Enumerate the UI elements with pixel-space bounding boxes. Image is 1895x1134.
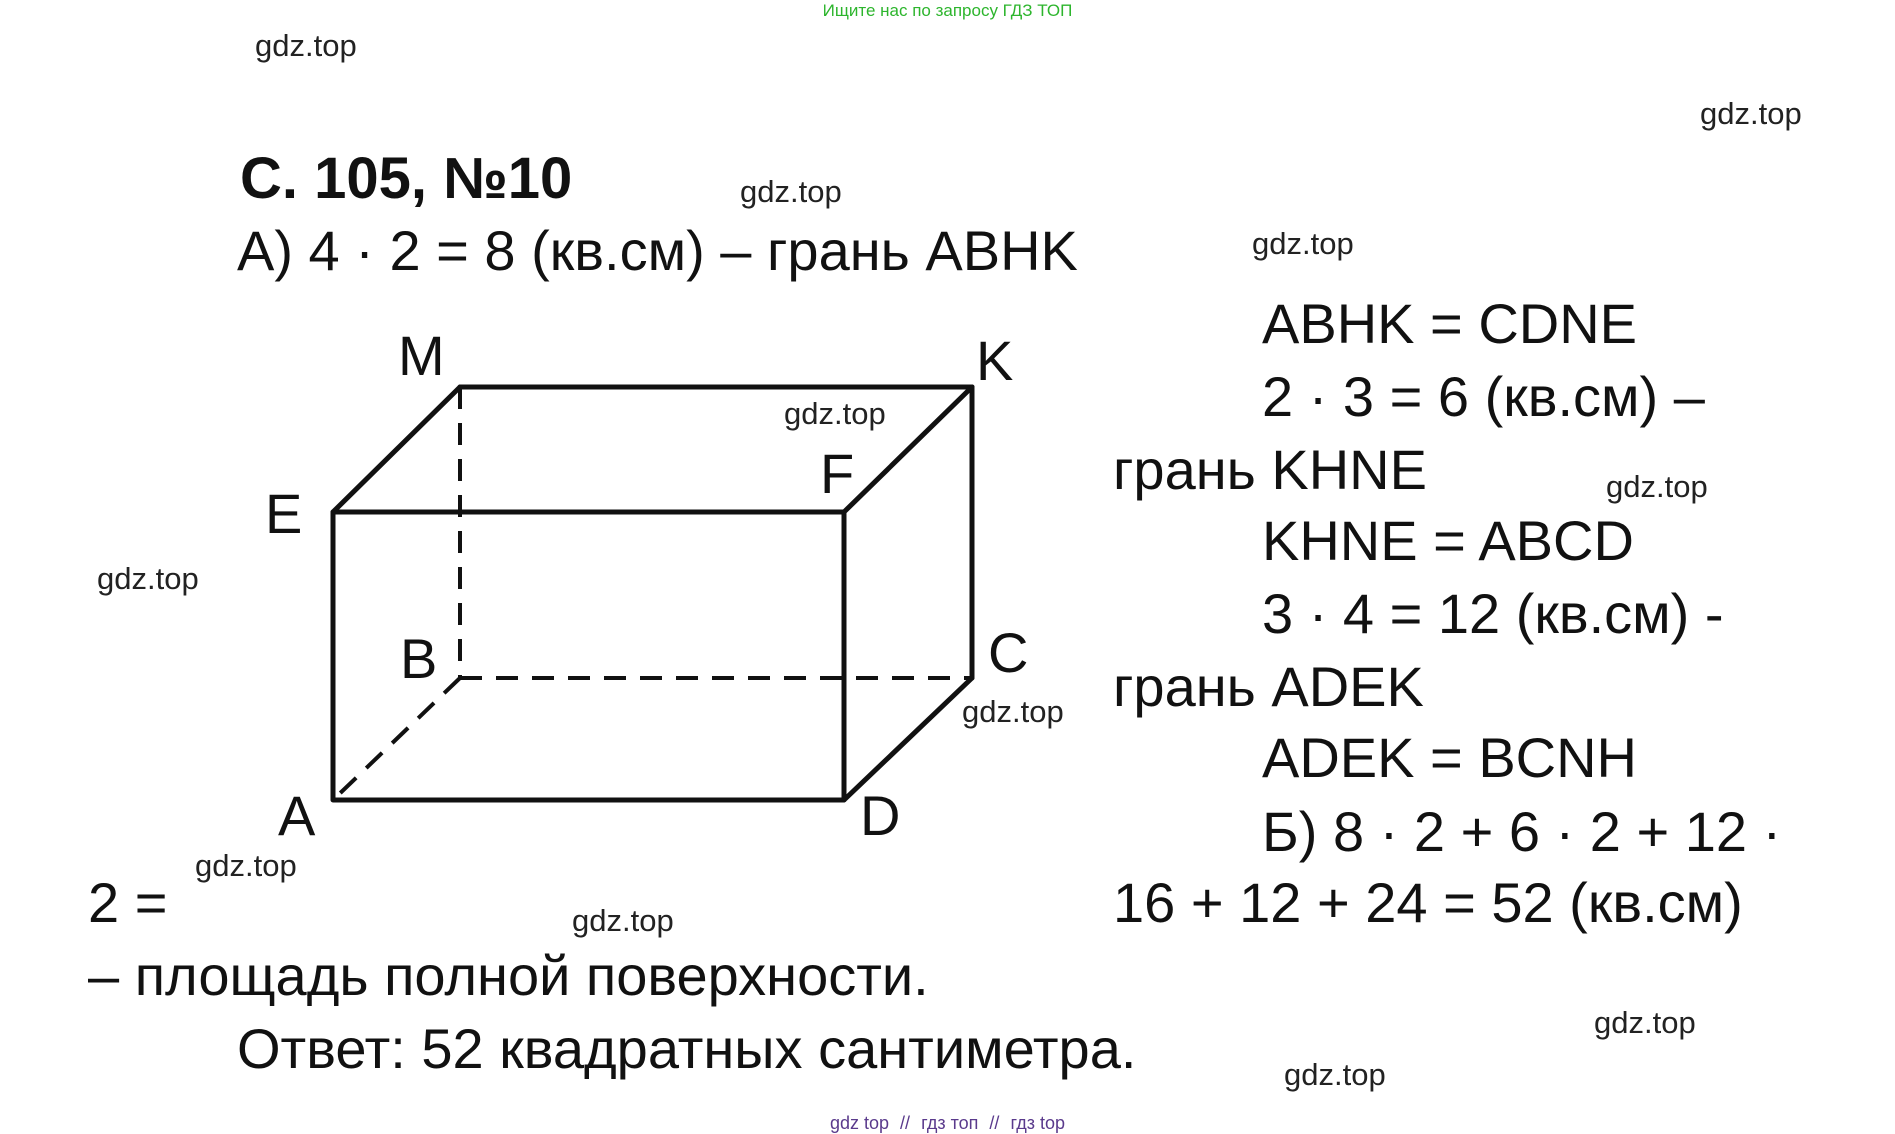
footer-link-gdz-top[interactable]: gdz top <box>829 1113 890 1133</box>
edge-em <box>333 387 460 512</box>
line-eq3: ADEK = BCNH <box>1262 726 1637 789</box>
box-diagram <box>240 300 1080 860</box>
line-face3: грань ADEK <box>1113 655 1424 718</box>
line-calc3: 3 · 4 = 12 (кв.см) - <box>1262 582 1724 645</box>
watermark: gdz.top <box>1284 1057 1386 1092</box>
line-b: Б) 8 · 2 + 6 · 2 + 12 · <box>1262 800 1782 863</box>
hidden-edge-ba <box>333 678 460 800</box>
line-eq2: KHNE = ABCD <box>1262 509 1634 572</box>
watermark: gdz.top <box>195 848 297 883</box>
page-title: С. 105, №10 <box>240 146 573 211</box>
watermark: gdz.top <box>962 694 1064 729</box>
watermark: gdz.top <box>1252 226 1354 261</box>
line-eq1: ABHK = CDNE <box>1262 292 1637 355</box>
top-banner: Ищите нас по запросу ГДЗ ТОП <box>822 1 1073 20</box>
line-two: 2 = <box>88 871 168 934</box>
edge-dc <box>844 678 972 800</box>
line-a: А) 4 · 2 = 8 (кв.см) – грань ABHK <box>237 219 1078 282</box>
vertex-label-d: D <box>860 784 901 847</box>
watermark: gdz.top <box>740 174 842 209</box>
edge-fk <box>844 387 972 512</box>
watermark: gdz.top <box>572 903 674 938</box>
line-calc2: 2 · 3 = 6 (кв.см) – <box>1262 365 1705 428</box>
vertex-label-b: B <box>400 627 438 690</box>
watermark: gdz.top <box>1606 469 1708 504</box>
line-sum: 16 + 12 + 24 = 52 (кв.см) <box>1113 871 1743 934</box>
watermark: gdz.top <box>784 396 886 431</box>
line-face2: грань KHNE <box>1113 438 1427 501</box>
watermark: gdz.top <box>255 28 357 63</box>
vertex-label-f: F <box>820 442 855 505</box>
footer-link-gdz-top-mixed[interactable]: гдз top <box>1010 1113 1065 1133</box>
watermark: gdz.top <box>97 561 199 596</box>
line-answer: Ответ: 52 квадратных сантиметра. <box>237 1017 1137 1080</box>
watermark: gdz.top <box>1594 1005 1696 1040</box>
vertex-label-m: M <box>398 324 445 387</box>
footer-link-gdz-top-ru[interactable]: гдз топ <box>921 1113 979 1133</box>
line-total: – площадь полной поверхности. <box>88 944 929 1007</box>
footer-separator: // <box>989 1113 1000 1133</box>
vertex-label-c: C <box>988 621 1029 684</box>
vertex-label-k: K <box>976 329 1014 392</box>
footer <box>0 1113 1895 1134</box>
watermark: gdz.top <box>1700 96 1802 131</box>
vertex-label-a: A <box>278 784 316 847</box>
footer-separator: // <box>900 1113 911 1133</box>
vertex-label-e: E <box>265 482 303 545</box>
